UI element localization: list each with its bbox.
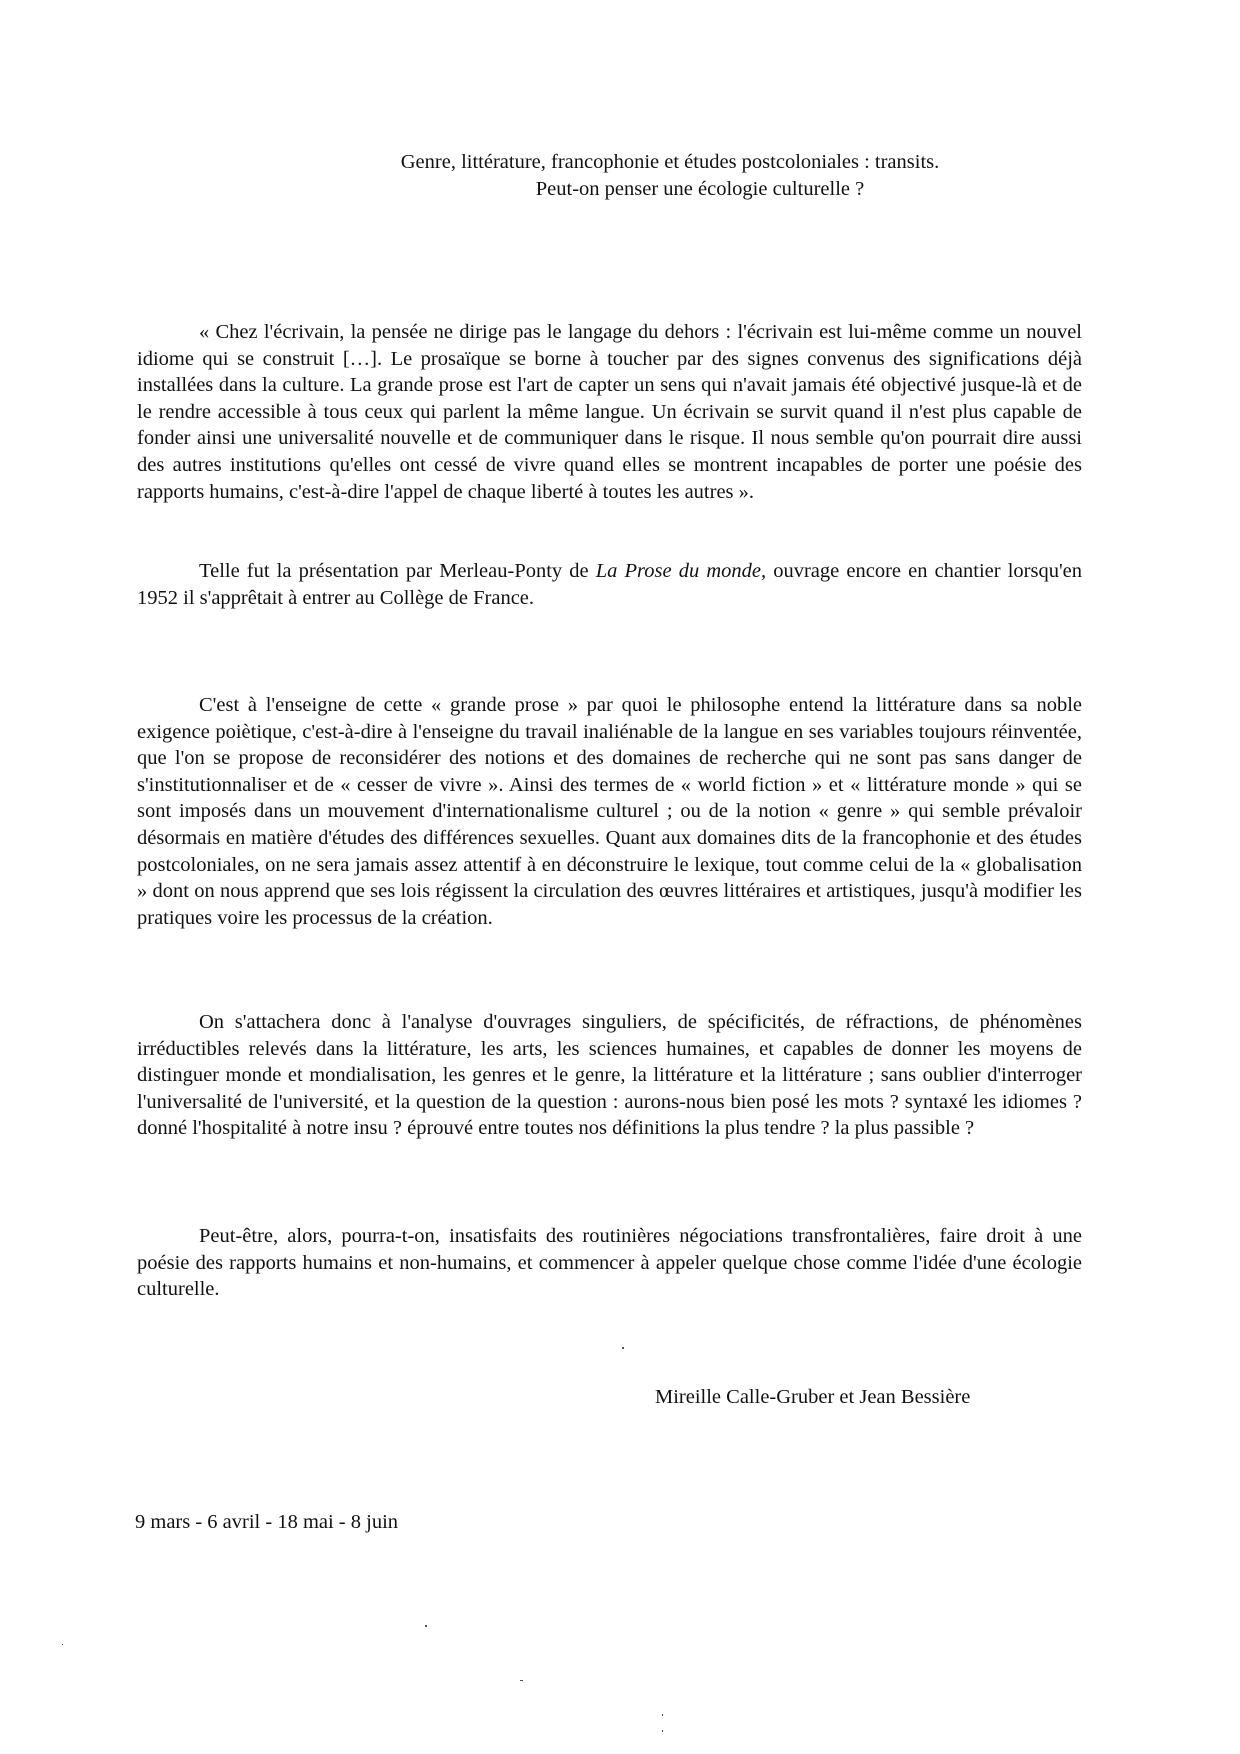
document-title bbox=[0, 149, 1240, 203]
scan-speck bbox=[662, 1730, 663, 1732]
scan-speck bbox=[425, 1625, 427, 1627]
merleau-text-after: ouvrage encore en chantier lorsqu'en 1952 il s'apprêtait à entrer au Collège de France. bbox=[137, 560, 1082, 609]
scan-speck bbox=[62, 1644, 63, 1645]
enseigne-paragraph-block bbox=[137, 692, 1082, 931]
signature: Mireille Calle-Gruber et Jean Bessière bbox=[655, 1386, 971, 1408]
peutetre-paragraph: Peut-être, alors, pourra-t-on, insatisfaits des routinières négociations transfrontalières, faire droit à une poésie des rapports humains et non-humains, et commencer à appeler quelque chose comme l'idée d'une écologie culturelle. bbox=[137, 1225, 1082, 1301]
merleau-text-before: Telle fut la présentation par Merleau-Ponty de bbox=[199, 560, 596, 582]
scan-speck bbox=[520, 1680, 523, 1681]
title-line-2: Peut-on penser une écologie culturelle ? bbox=[535, 178, 865, 200]
scan-speck bbox=[622, 1347, 624, 1349]
attachera-paragraph: On s'attachera donc à l'analyse d'ouvrages singuliers, de spécificités, de réfractions, de phénomènes irréductibles relevés dans la littérature, les arts, les sciences humaines, et capables de donner les moyens de distinguer monde et mondialisation, les genres et le genre, la littérature et la littérature ; sans oublier d'interroger l'universalité de l'université, et la question de la question : aurons-nous bien posé les mots ? syntaxé les idiomes ? donné l'hospitalité à notre insu ? éprouvé entre toutes nos définitions la plus tendre ? la plus passible ? bbox=[137, 1011, 1082, 1140]
attachera-paragraph-block bbox=[137, 1009, 1082, 1142]
merleau-paragraph-block bbox=[137, 558, 1082, 611]
scan-speck bbox=[662, 1714, 663, 1716]
book-title: La Prose du monde, bbox=[595, 560, 767, 582]
quote-paragraph-block bbox=[137, 319, 1082, 505]
merleau-paragraph bbox=[137, 558, 1082, 611]
enseigne-paragraph: C'est à l'enseigne de cette « grande prose » par quoi le philosophe entend la littérature dans sa noble exigence poiètique, c'est-à-dire à l'enseigne du travail inaliénable de la langue en ses variables toujours réinventée, que l'on se propose de reconsidérer des notions et des domaines de recherche qui ne sont pas sans danger de s'institutionnaliser et de « cesser de vivre ». Ainsi des termes de « world fiction » et « littérature monde » qui se sont imposés dans un mouvement d'internationalisme culturel ; ou de la notion « genre » qui semble prévaloir désormais en matière d'études des différences sexuelles. Quant aux domaines dits de la francophonie et des études postcoloniales, on ne sera jamais assez attentif à en déconstruire le lexique, tout comme celui de la « globalisation » dont on nous apprend que ses lois régissent la circulation des œuvres littéraires et artistiques, jusqu'à modifier les pratiques voire les processus de la création. bbox=[137, 694, 1082, 929]
quote-paragraph: « Chez l'écrivain, la pensée ne dirige pas le langage du dehors : l'écrivain est lui-même comme un nouvel idiome qui se construit […]. Le prosaïque se borne à toucher par des signes convenus des significations déjà installées dans la culture. La grande prose est l'art de capter un sens qui n'avait jamais été objectivé jusque-là et de le rendre accessible à tous ceux qui parlent la même langue. Un écrivain se survit quand il n'est plus capable de fonder ainsi une universalité nouvelle et de communiquer dans le risque. Il nous semble qu'on pourrait dire aussi des autres institutions qu'elles ont cessé de vivre quand elles se montrent incapables de porter une poésie des rapports humains, c'est-à-dire l'appel de chaque liberté à toutes les autres ». bbox=[137, 321, 1082, 503]
title-line-1: Genre, littérature, francophonie et études postcoloniales : transits. bbox=[400, 151, 940, 173]
peutetre-paragraph-block bbox=[137, 1223, 1082, 1303]
event-dates: 9 mars - 6 avril - 18 mai - 8 juin bbox=[135, 1511, 399, 1533]
